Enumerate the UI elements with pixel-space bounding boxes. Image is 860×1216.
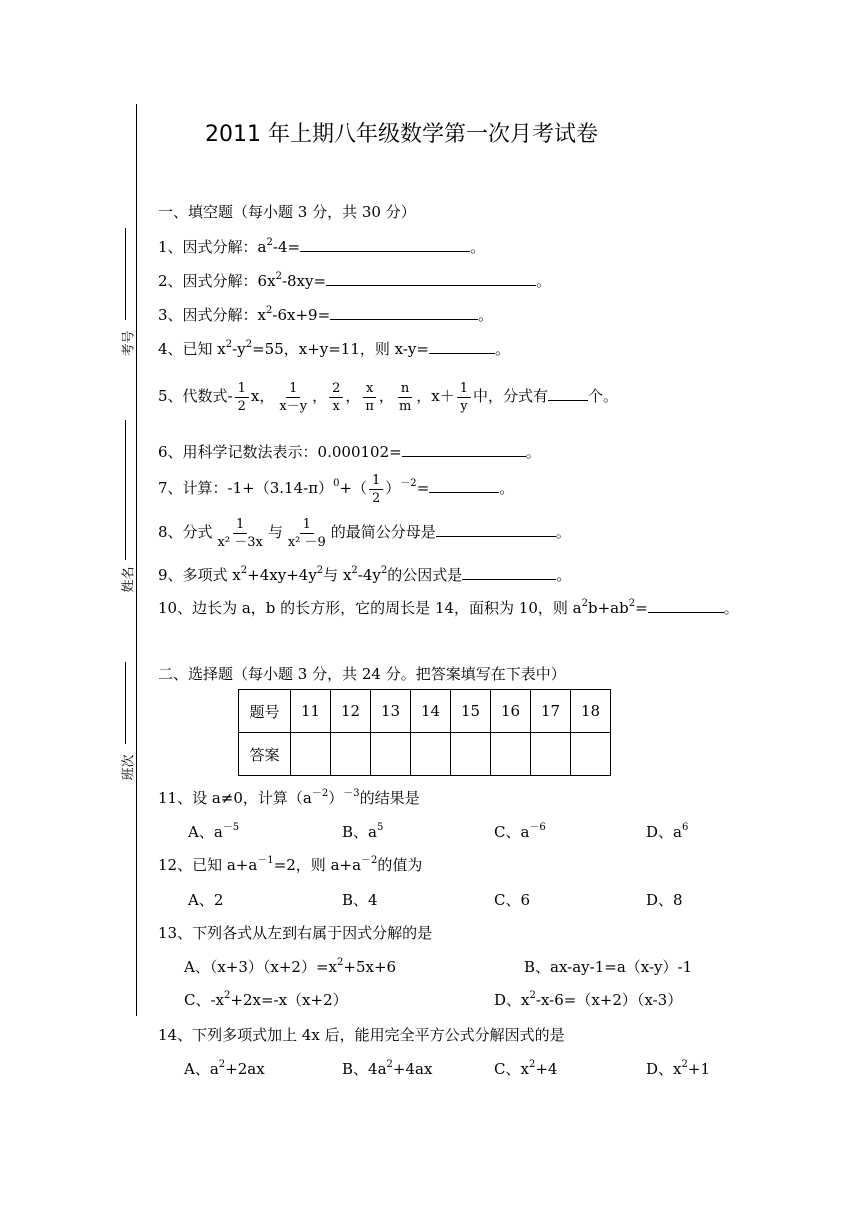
q10-end: 。 <box>723 599 739 617</box>
q3-answer-blank[interactable] <box>330 304 478 320</box>
q7-end: 。 <box>499 479 515 497</box>
q11-option-d-exp: 6 <box>681 822 689 833</box>
q14-option-d-exp: 2 <box>681 1059 688 1070</box>
q8-fraction-1 <box>215 516 266 551</box>
q5-f5-numerator: n <box>398 380 412 398</box>
q5-text: 5、代数式- <box>158 387 233 405</box>
q13-option-c[interactable] <box>184 990 348 1010</box>
exam-number-label: 考号 <box>121 330 137 357</box>
q4-exponent-y: 2 <box>245 339 253 350</box>
answer-table-label-answer: 答案 <box>239 733 291 776</box>
q5-answer-blank[interactable] <box>548 385 588 401</box>
question-11 <box>158 788 420 808</box>
q8-fraction-2 <box>285 516 329 551</box>
question-4 <box>158 338 510 359</box>
q11-option-a[interactable] <box>188 822 239 842</box>
q1-end: 。 <box>470 238 486 256</box>
exam-number-blank <box>125 228 126 320</box>
q3-end: 。 <box>478 306 494 324</box>
q11-stem: 11、设 a≠0，计算（a <box>158 789 312 807</box>
answer-table-answer-row <box>239 733 611 776</box>
q3-text: 3、因式分解：x <box>158 306 267 324</box>
answer-table-number: 18 <box>571 690 611 733</box>
q3-exponent: 2 <box>266 305 273 316</box>
q6-end: 。 <box>525 443 541 461</box>
q14-option-c-rest: +4 <box>535 1060 558 1078</box>
question-10 <box>158 597 739 618</box>
q11-option-c-text: C、a <box>494 823 530 841</box>
q14-option-b-exp: 2 <box>386 1059 393 1070</box>
q11-stem-end: 的结果是 <box>359 789 420 807</box>
q6-answer-blank[interactable] <box>402 441 526 457</box>
question-3 <box>158 304 493 325</box>
q7-text-rest: = <box>416 479 430 497</box>
q9-exp-2: 2 <box>316 565 324 576</box>
student-name-field <box>110 420 138 600</box>
q2-text: 2、因式分解：6x <box>158 272 276 290</box>
q14-option-d-text: D、x <box>646 1060 682 1078</box>
student-name-label: 姓名 <box>121 566 137 593</box>
q13-option-c-rest: +2x=-x（x+2） <box>230 991 348 1009</box>
answer-table-header-row <box>239 690 611 733</box>
q13-option-c-exp: 2 <box>224 990 231 1001</box>
q13-option-d-rest: -x-6=（x+2）（x-3） <box>535 991 683 1009</box>
q7-text: 7、计算：-1+（3.14-π） <box>158 479 334 497</box>
q1-text: 1、因式分解：a <box>158 238 267 256</box>
answer-table-number: 17 <box>531 690 571 733</box>
q11-option-c[interactable] <box>494 822 546 842</box>
q12-option-d[interactable]: D、8 <box>646 891 683 909</box>
q14-option-a-exp: 2 <box>218 1059 226 1070</box>
q4-text: 4、已知 x <box>158 340 226 358</box>
q5-f2-numerator: 1 <box>286 380 300 398</box>
answer-cell[interactable] <box>371 733 411 776</box>
q5-f4-denominator: π <box>365 398 374 414</box>
class-label: 班次 <box>121 754 137 781</box>
question-13: 13、下列各式从左到右属于因式分解的是 <box>158 924 433 942</box>
answer-cell[interactable] <box>331 733 371 776</box>
q9-exp-4: 2 <box>380 565 388 576</box>
q11-stem-exp-2: －3 <box>343 788 360 799</box>
q2-text-rest: -8xy= <box>281 272 327 290</box>
q14-option-b-rest: +4ax <box>392 1060 433 1078</box>
q13-option-d-exp: 2 <box>529 990 536 1001</box>
q13-option-a-text: A、（x+3）（x+2）=x <box>184 958 338 976</box>
student-name-blank <box>125 420 126 560</box>
q7-answer-blank[interactable] <box>429 477 499 493</box>
q14-option-a-text: A、a <box>184 1060 219 1078</box>
q10-answer-blank[interactable] <box>648 597 724 613</box>
question-1 <box>158 236 485 257</box>
q5-f4-numerator: x <box>363 380 376 398</box>
answer-cell[interactable] <box>291 733 331 776</box>
q11-stem-mid: ） <box>328 789 344 807</box>
q3-text-rest: -6x+9= <box>272 306 331 324</box>
section1-heading: 一、填空题（每小题 3 分，共 30 分） <box>158 203 416 221</box>
q5-f6-denominator: y <box>460 398 468 414</box>
answer-table-number: 11 <box>291 690 331 733</box>
q13-option-a-rest: +5x+6 <box>343 958 397 976</box>
q12-stem: 12、已知 a+a <box>158 856 258 874</box>
q11-option-a-text: A、a <box>188 823 223 841</box>
q7-fraction <box>369 472 383 507</box>
q9-answer-blank[interactable] <box>462 564 556 580</box>
answer-table-number: 16 <box>491 690 531 733</box>
q1-text-rest: -4= <box>272 238 301 256</box>
q5-f6-prefix: x＋ <box>431 387 455 405</box>
answer-table-number: 13 <box>371 690 411 733</box>
q12-option-b[interactable]: B、4 <box>342 891 378 909</box>
q9-text-rest: 的公因式是 <box>387 566 463 584</box>
q2-end: 。 <box>536 272 552 290</box>
q5-f3-numerator: 2 <box>329 380 343 398</box>
q14-option-a[interactable] <box>184 1059 265 1079</box>
answer-cell[interactable] <box>491 733 531 776</box>
q5-sep-1: ， <box>312 387 328 405</box>
q5-fraction-1 <box>235 380 249 415</box>
q11-option-d[interactable] <box>646 822 688 842</box>
q10-exp-1: 2 <box>581 598 588 609</box>
q9-part-3: -4y <box>357 566 381 584</box>
q12-stem-exp-2: －2 <box>361 855 378 866</box>
question-7 <box>158 466 514 510</box>
q14-option-d-rest: +1 <box>687 1060 710 1078</box>
q14-option-b-text: B、4a <box>342 1060 387 1078</box>
q13-option-d[interactable] <box>494 990 682 1010</box>
q11-option-c-exp: －6 <box>529 822 546 833</box>
q2-answer-blank[interactable] <box>326 270 536 286</box>
exam-title: 2011 年上期八年级数学第一次月考试卷 <box>205 122 598 147</box>
q8-f2-numerator: 1 <box>300 516 314 534</box>
q5-f1-denominator: 2 <box>237 398 246 414</box>
q7-close-paren: ） <box>385 479 401 497</box>
answer-table-number: 15 <box>451 690 491 733</box>
answer-cell[interactable] <box>531 733 571 776</box>
question-9 <box>158 564 571 585</box>
answer-cell[interactable] <box>451 733 491 776</box>
q12-option-c[interactable]: C、6 <box>494 891 531 909</box>
q13-option-c-text: C、-x <box>184 991 225 1009</box>
q7-numerator: 1 <box>369 472 383 490</box>
q8-f1-numerator: 1 <box>233 516 247 534</box>
q9-exp-1: 2 <box>240 565 248 576</box>
q8-text: 8、分式 <box>158 523 213 541</box>
q6-text: 6、用科学记数法表示：0.000102= <box>158 443 402 461</box>
q12-stem-end: 的值为 <box>377 856 423 874</box>
question-6 <box>158 441 541 462</box>
q14-option-d[interactable] <box>646 1059 710 1079</box>
q14-option-a-rest: +2ax <box>225 1060 265 1078</box>
q2-exponent: 2 <box>275 271 282 282</box>
q13-option-d-text: D、x <box>494 991 530 1009</box>
q10-text-rest: = <box>635 599 648 617</box>
q5-f2-denominator: x－y <box>279 398 308 414</box>
q11-option-d-text: D、a <box>646 823 682 841</box>
answer-table-number: 14 <box>411 690 451 733</box>
q14-option-c-text: C、x <box>494 1060 529 1078</box>
q5-fraction-2 <box>276 380 310 415</box>
q1-exponent: 2 <box>266 237 273 248</box>
q9-exp-3: 2 <box>351 565 358 576</box>
q4-exponent-x: 2 <box>225 339 233 350</box>
q5-fraction-3 <box>329 380 343 415</box>
q8-end: 。 <box>555 523 571 541</box>
q5-fraction-6 <box>457 380 471 415</box>
q5-end: 个。 <box>588 387 619 405</box>
q12-stem-exp-1: －1 <box>257 855 274 866</box>
q7-exponent-zero: 0 <box>333 478 340 489</box>
class-blank <box>125 662 126 744</box>
q8-f1-denominator: x² －3x <box>217 534 263 550</box>
question-12 <box>158 855 422 875</box>
q13-option-a[interactable] <box>184 957 396 977</box>
q8-text-rest: 的最简公分母是 <box>330 523 436 541</box>
q5-f6-numerator: 1 <box>457 380 471 398</box>
q9-end: 。 <box>556 566 572 584</box>
q10-part-1: b+ab <box>587 599 629 617</box>
q5-sep-4: ， <box>416 387 432 405</box>
q11-option-b[interactable] <box>342 822 383 842</box>
question-8 <box>158 510 571 554</box>
q9-part-1: +4xy+4y <box>247 566 317 584</box>
q10-exp-2: 2 <box>628 598 636 609</box>
q4-text-rest: =55，x+y=11，则 x-y= <box>252 340 429 358</box>
q5-f1-after: x， <box>250 387 275 405</box>
q8-f2-denominator: x² －9 <box>287 534 326 550</box>
q1-answer-blank[interactable] <box>300 236 470 252</box>
answer-table <box>238 689 611 776</box>
q9-text: 9、多项式 x <box>158 566 241 584</box>
q14-option-c[interactable] <box>494 1059 557 1079</box>
q14-option-b[interactable] <box>342 1059 432 1079</box>
q5-fraction-4 <box>362 380 377 415</box>
q5-f3-denominator: x <box>332 398 340 414</box>
q11-option-b-exp: 5 <box>376 822 384 833</box>
q11-stem-exp-1: －2 <box>311 788 329 799</box>
q9-part-2: 与 x <box>323 566 352 584</box>
q7-denominator: 2 <box>372 490 381 506</box>
q5-f1-numerator: 1 <box>235 380 249 398</box>
q13-option-a-exp: 2 <box>337 957 344 968</box>
q12-stem-mid: =2，则 a+a <box>273 856 362 874</box>
q11-option-b-text: B、a <box>342 823 377 841</box>
answer-table-label-number: 题号 <box>239 690 291 733</box>
q12-option-a[interactable]: A、2 <box>188 891 224 909</box>
q5-sep-3: ， <box>378 387 394 405</box>
q4-text-mid: -y <box>232 340 246 358</box>
answer-cell[interactable] <box>411 733 451 776</box>
q4-answer-blank[interactable] <box>429 338 495 354</box>
question-2 <box>158 270 551 291</box>
q10-text: 10、边长为 a，b 的长方形，它的周长是 14，面积为 10，则 a <box>158 599 582 617</box>
q5-text-tail: 中，分式有 <box>473 387 549 405</box>
q7-text-mid: +（ <box>339 479 368 497</box>
q11-option-a-exp: －5 <box>222 822 240 833</box>
answer-table-number: 12 <box>331 690 371 733</box>
q8-answer-blank[interactable] <box>436 521 556 537</box>
q4-end: 。 <box>494 340 510 358</box>
class-field <box>110 662 138 782</box>
q5-fraction-5 <box>396 380 414 415</box>
q7-exponent: －2 <box>400 478 417 489</box>
section2-heading: 二、选择题（每小题 3 分，共 24 分。把答案填写在下表中） <box>158 665 566 683</box>
question-5 <box>158 374 618 418</box>
q5-sep-2: ， <box>345 387 361 405</box>
q14-option-c-exp: 2 <box>528 1059 536 1070</box>
question-14: 14、下列多项式加上 4x 后，能用完全平方公式分解因式的是 <box>158 1026 565 1044</box>
q8-text-mid: 与 <box>267 523 283 541</box>
exam-number-field <box>110 228 138 368</box>
q5-f5-denominator: m <box>398 398 412 414</box>
q13-option-b[interactable]: B、ax-ay-1=a（x-y）-1 <box>524 958 693 976</box>
answer-cell[interactable] <box>571 733 611 776</box>
